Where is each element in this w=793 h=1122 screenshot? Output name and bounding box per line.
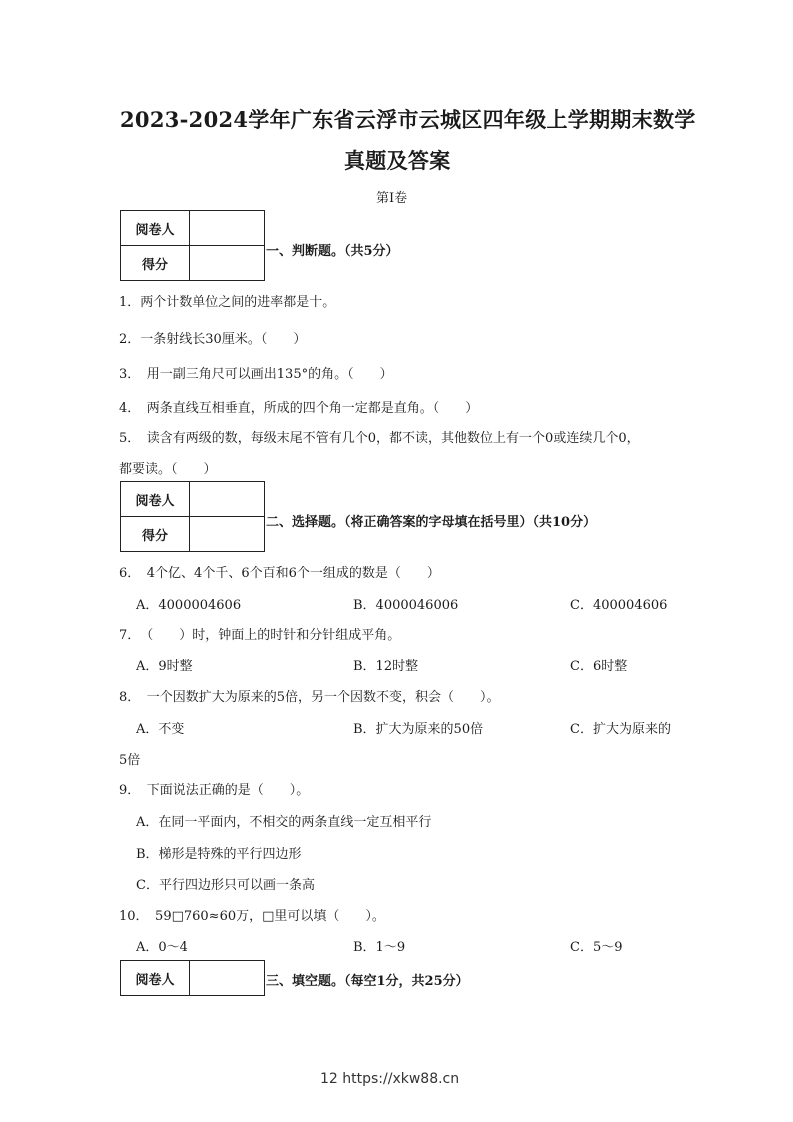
section-title-3: 三、填空题。（每空1分，共25分） — [266, 974, 469, 989]
reviewer-label: 阅卷人 — [121, 961, 190, 996]
section-title-2: 二、选择题。（将正确答案的字母填在括号里）（共10分） — [266, 515, 597, 530]
question-5-cont: 都要读。（ ） — [119, 462, 217, 477]
option-8b: B．扩大为原来的50倍 — [353, 722, 484, 737]
volume-label: 第Ⅰ卷 — [376, 191, 408, 206]
section-title-1: 一、判断题。（共5分） — [266, 244, 399, 259]
title-line-1: 2023-2024学年广东省云浮市云城区四年级上学期期末数学 — [120, 107, 696, 132]
reviewer-blank — [190, 482, 265, 517]
option-6b: B．4000046006 — [353, 598, 459, 613]
question-6: 6． 4个亿、4个千、6个百和6个一组成的数是（ ） — [119, 566, 440, 581]
option-6c: C．400004606 — [570, 598, 668, 613]
question-4: 4． 两条直线互相垂直，所成的四个角一定都是直角。（ ） — [119, 401, 479, 416]
page-footer: 12 https://xkw88.cn — [320, 1071, 460, 1087]
title-line-2: 真题及答案 — [344, 148, 451, 173]
reviewer-blank — [190, 211, 265, 246]
option-9c: C．平行四边形只可以画一条高 — [136, 878, 315, 893]
score-label: 得分 — [121, 246, 190, 281]
option-8a: A．不变 — [136, 722, 185, 737]
option-7c: C．6时整 — [570, 659, 628, 674]
reviewer-blank — [190, 961, 265, 996]
question-10: 10． 59□760≈60万，□里可以填（ ）。 — [119, 909, 385, 924]
option-9a: A．在同一平面内，不相交的两条直线一定互相平行 — [136, 815, 432, 830]
score-table-3 — [120, 960, 265, 996]
score-table-2 — [120, 481, 265, 552]
question-1: 1．两个计数单位之间的进率都是十。 — [119, 295, 336, 310]
question-5: 5． 读含有两级的数，每级末尾不管有几个0，都不读，其他数位上有一个0或连续几个0， — [119, 431, 640, 446]
option-6a: A．4000004606 — [136, 598, 242, 613]
question-2: 2．一条射线长30厘米。（ ） — [119, 332, 307, 347]
score-blank — [190, 517, 265, 552]
question-9: 9． 下面说法正确的是（ ）。 — [119, 783, 310, 798]
option-10a: A．0～4 — [136, 940, 188, 955]
question-8: 8． 一个因数扩大为原来的5倍，另一个因数不变，积会（ ）。 — [119, 690, 500, 705]
score-table-1 — [120, 210, 265, 281]
option-7b: B．12时整 — [353, 659, 419, 674]
question-7: 7． （ ）时，钟面上的时针和分针组成平角。 — [119, 628, 401, 643]
option-9b: B．梯形是特殊的平行四边形 — [136, 847, 302, 862]
option-10c: C．5～9 — [570, 940, 623, 955]
question-3: 3． 用一副三角尺可以画出135°的角。（ ） — [119, 367, 393, 382]
score-blank — [190, 246, 265, 281]
option-8c: C．扩大为原来的 — [570, 722, 671, 737]
score-label: 得分 — [121, 517, 190, 552]
option-10b: B．1～9 — [353, 940, 406, 955]
option-7a: A．9时整 — [136, 659, 193, 674]
reviewer-label: 阅卷人 — [121, 211, 190, 246]
question-8-cont: 5倍 — [119, 753, 141, 768]
reviewer-label: 阅卷人 — [121, 482, 190, 517]
